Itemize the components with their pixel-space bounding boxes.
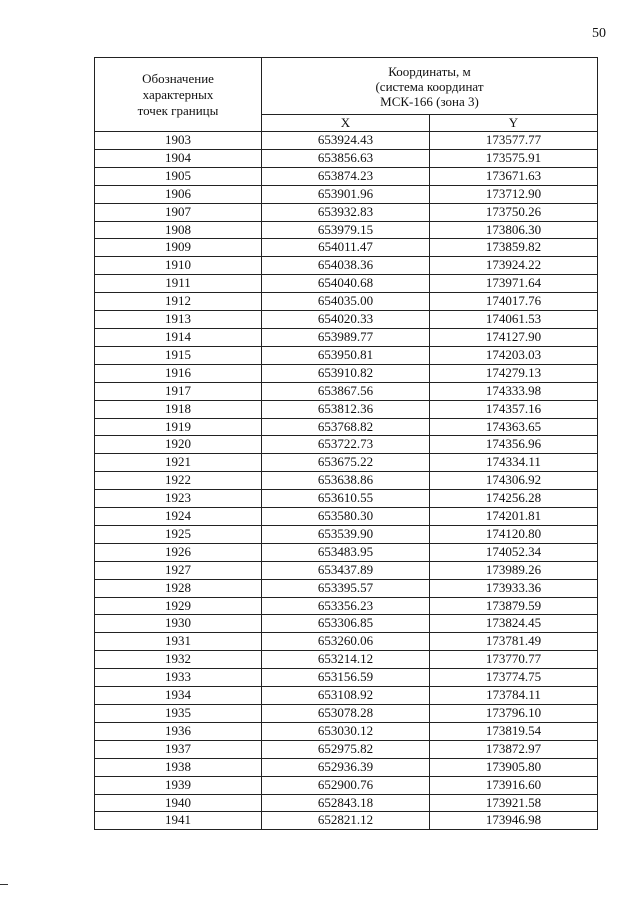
table-row (95, 149, 598, 167)
x-coordinate-cell: 653856.63 (262, 149, 430, 167)
y-coordinate-cell: 173796.10 (430, 705, 598, 723)
point-id-cell: 1928 (95, 579, 262, 597)
y-coordinate-cell: 173781.49 (430, 633, 598, 651)
x-coordinate-cell: 654011.47 (262, 239, 430, 257)
table-row (95, 579, 598, 597)
x-coordinate-cell: 653030.12 (262, 722, 430, 740)
table-row (95, 705, 598, 723)
x-coordinate-cell: 653356.23 (262, 597, 430, 615)
header-point-designation (95, 58, 262, 132)
y-coordinate-cell: 174363.65 (430, 418, 598, 436)
table-row (95, 740, 598, 758)
point-id-cell: 1912 (95, 293, 262, 311)
y-coordinate-cell: 174203.03 (430, 346, 598, 364)
point-id-cell: 1939 (95, 776, 262, 794)
y-coordinate-cell: 174120.80 (430, 525, 598, 543)
x-coordinate-cell: 653867.56 (262, 382, 430, 400)
y-coordinate-cell: 173806.30 (430, 221, 598, 239)
table-row (95, 454, 598, 472)
y-coordinate-cell: 173924.22 (430, 257, 598, 275)
y-coordinate-cell: 174334.11 (430, 454, 598, 472)
point-id-cell: 1933 (95, 669, 262, 687)
x-coordinate-cell: 652900.76 (262, 776, 430, 794)
x-coordinate-cell: 653156.59 (262, 669, 430, 687)
point-id-cell: 1931 (95, 633, 262, 651)
table-row (95, 293, 598, 311)
table-row (95, 400, 598, 418)
y-coordinate-cell: 173671.63 (430, 167, 598, 185)
coordinates-table (94, 57, 598, 830)
header-point-line: характерных (142, 86, 214, 102)
x-coordinate-cell: 652936.39 (262, 758, 430, 776)
point-id-cell: 1916 (95, 364, 262, 382)
point-id-cell: 1903 (95, 132, 262, 150)
point-id-cell: 1907 (95, 203, 262, 221)
table-row (95, 275, 598, 293)
point-id-cell: 1913 (95, 311, 262, 329)
y-coordinate-cell: 173946.98 (430, 812, 598, 830)
table-row (95, 382, 598, 400)
table-row (95, 508, 598, 526)
point-id-cell: 1919 (95, 418, 262, 436)
y-coordinate-cell: 174201.81 (430, 508, 598, 526)
point-id-cell: 1922 (95, 472, 262, 490)
x-coordinate-cell: 653610.55 (262, 490, 430, 508)
x-coordinate-cell: 653539.90 (262, 525, 430, 543)
table-row (95, 776, 598, 794)
table-row (95, 525, 598, 543)
y-coordinate-cell: 173750.26 (430, 203, 598, 221)
y-coordinate-cell: 173921.58 (430, 794, 598, 812)
header-y: Y (430, 115, 598, 132)
x-coordinate-cell: 653924.43 (262, 132, 430, 150)
point-id-cell: 1936 (95, 722, 262, 740)
point-id-cell: 1905 (95, 167, 262, 185)
point-id-cell: 1908 (95, 221, 262, 239)
x-coordinate-cell: 653932.83 (262, 203, 430, 221)
x-coordinate-cell: 653950.81 (262, 346, 430, 364)
y-coordinate-cell: 173577.77 (430, 132, 598, 150)
table-row (95, 633, 598, 651)
table-row (95, 203, 598, 221)
point-id-cell: 1923 (95, 490, 262, 508)
header-coords-line: (система координат (375, 78, 484, 94)
x-coordinate-cell: 653580.30 (262, 508, 430, 526)
point-id-cell: 1934 (95, 687, 262, 705)
point-id-cell: 1904 (95, 149, 262, 167)
point-id-cell: 1941 (95, 812, 262, 830)
x-coordinate-cell: 653078.28 (262, 705, 430, 723)
point-id-cell: 1929 (95, 597, 262, 615)
y-coordinate-cell: 173872.97 (430, 740, 598, 758)
point-id-cell: 1925 (95, 525, 262, 543)
x-coordinate-cell: 653768.82 (262, 418, 430, 436)
table-row (95, 185, 598, 203)
table-row (95, 669, 598, 687)
table-row (95, 346, 598, 364)
point-id-cell: 1938 (95, 758, 262, 776)
point-id-cell: 1926 (95, 543, 262, 561)
point-id-cell: 1927 (95, 561, 262, 579)
y-coordinate-cell: 173989.26 (430, 561, 598, 579)
x-coordinate-cell: 653437.89 (262, 561, 430, 579)
y-coordinate-cell: 173859.82 (430, 239, 598, 257)
table-row (95, 239, 598, 257)
margin-mark (0, 884, 8, 885)
point-id-cell: 1921 (95, 454, 262, 472)
y-coordinate-cell: 174357.16 (430, 400, 598, 418)
table-row (95, 812, 598, 830)
y-coordinate-cell: 173879.59 (430, 597, 598, 615)
x-coordinate-cell: 654040.68 (262, 275, 430, 293)
x-coordinate-cell: 653214.12 (262, 651, 430, 669)
table-header-row (95, 58, 598, 115)
point-id-cell: 1924 (95, 508, 262, 526)
x-coordinate-cell: 653989.77 (262, 328, 430, 346)
y-coordinate-cell: 174256.28 (430, 490, 598, 508)
x-coordinate-cell: 652821.12 (262, 812, 430, 830)
table-row (95, 597, 598, 615)
x-coordinate-cell: 653812.36 (262, 400, 430, 418)
x-coordinate-cell: 654035.00 (262, 293, 430, 311)
table-row (95, 543, 598, 561)
x-coordinate-cell: 653483.95 (262, 543, 430, 561)
y-coordinate-cell: 173916.60 (430, 776, 598, 794)
point-id-cell: 1940 (95, 794, 262, 812)
table-row (95, 132, 598, 150)
y-coordinate-cell: 173905.80 (430, 758, 598, 776)
y-coordinate-cell: 174333.98 (430, 382, 598, 400)
x-coordinate-cell: 653260.06 (262, 633, 430, 651)
point-id-cell: 1932 (95, 651, 262, 669)
point-id-cell: 1917 (95, 382, 262, 400)
y-coordinate-cell: 174052.34 (430, 543, 598, 561)
table-row (95, 436, 598, 454)
table-row (95, 722, 598, 740)
header-point-line: точек границы (137, 102, 219, 118)
y-coordinate-cell: 173971.64 (430, 275, 598, 293)
y-coordinate-cell: 174306.92 (430, 472, 598, 490)
y-coordinate-cell: 173933.36 (430, 579, 598, 597)
table-row (95, 794, 598, 812)
header-point-line: Обозначение (142, 70, 214, 86)
point-id-cell: 1911 (95, 275, 262, 293)
y-coordinate-cell: 173774.75 (430, 669, 598, 687)
y-coordinate-cell: 174356.96 (430, 436, 598, 454)
x-coordinate-cell: 653675.22 (262, 454, 430, 472)
x-coordinate-cell: 653638.86 (262, 472, 430, 490)
table-row (95, 561, 598, 579)
header-coordinates (262, 58, 598, 115)
table-row (95, 328, 598, 346)
header-coords-line: Координаты, м (388, 63, 471, 79)
table-row (95, 651, 598, 669)
x-coordinate-cell: 653874.23 (262, 167, 430, 185)
point-id-cell: 1914 (95, 328, 262, 346)
x-coordinate-cell: 653901.96 (262, 185, 430, 203)
x-coordinate-cell: 653108.92 (262, 687, 430, 705)
y-coordinate-cell: 173575.91 (430, 149, 598, 167)
point-id-cell: 1906 (95, 185, 262, 203)
table-row (95, 687, 598, 705)
y-coordinate-cell: 173770.77 (430, 651, 598, 669)
y-coordinate-cell: 174127.90 (430, 328, 598, 346)
table-row (95, 490, 598, 508)
x-coordinate-cell: 653306.85 (262, 615, 430, 633)
x-coordinate-cell: 653722.73 (262, 436, 430, 454)
point-id-cell: 1935 (95, 705, 262, 723)
x-coordinate-cell: 653979.15 (262, 221, 430, 239)
table-row (95, 221, 598, 239)
x-coordinate-cell: 654020.33 (262, 311, 430, 329)
table-row (95, 311, 598, 329)
point-id-cell: 1915 (95, 346, 262, 364)
x-coordinate-cell: 653395.57 (262, 579, 430, 597)
x-coordinate-cell: 652975.82 (262, 740, 430, 758)
point-id-cell: 1909 (95, 239, 262, 257)
table-row (95, 418, 598, 436)
table-row (95, 364, 598, 382)
table-row (95, 758, 598, 776)
y-coordinate-cell: 174279.13 (430, 364, 598, 382)
header-coords-line: МСК-166 (зона 3) (380, 93, 479, 109)
x-coordinate-cell: 653910.82 (262, 364, 430, 382)
point-id-cell: 1937 (95, 740, 262, 758)
y-coordinate-cell: 174061.53 (430, 311, 598, 329)
point-id-cell: 1920 (95, 436, 262, 454)
x-coordinate-cell: 654038.36 (262, 257, 430, 275)
point-id-cell: 1918 (95, 400, 262, 418)
table-row (95, 472, 598, 490)
point-id-cell: 1910 (95, 257, 262, 275)
header-x: X (262, 115, 430, 132)
page-number: 50 (592, 26, 606, 41)
y-coordinate-cell: 173819.54 (430, 722, 598, 740)
table-body (95, 132, 598, 830)
table-row (95, 615, 598, 633)
y-coordinate-cell: 174017.76 (430, 293, 598, 311)
y-coordinate-cell: 173824.45 (430, 615, 598, 633)
table-row (95, 257, 598, 275)
x-coordinate-cell: 652843.18 (262, 794, 430, 812)
table-row (95, 167, 598, 185)
point-id-cell: 1930 (95, 615, 262, 633)
y-coordinate-cell: 173784.11 (430, 687, 598, 705)
y-coordinate-cell: 173712.90 (430, 185, 598, 203)
